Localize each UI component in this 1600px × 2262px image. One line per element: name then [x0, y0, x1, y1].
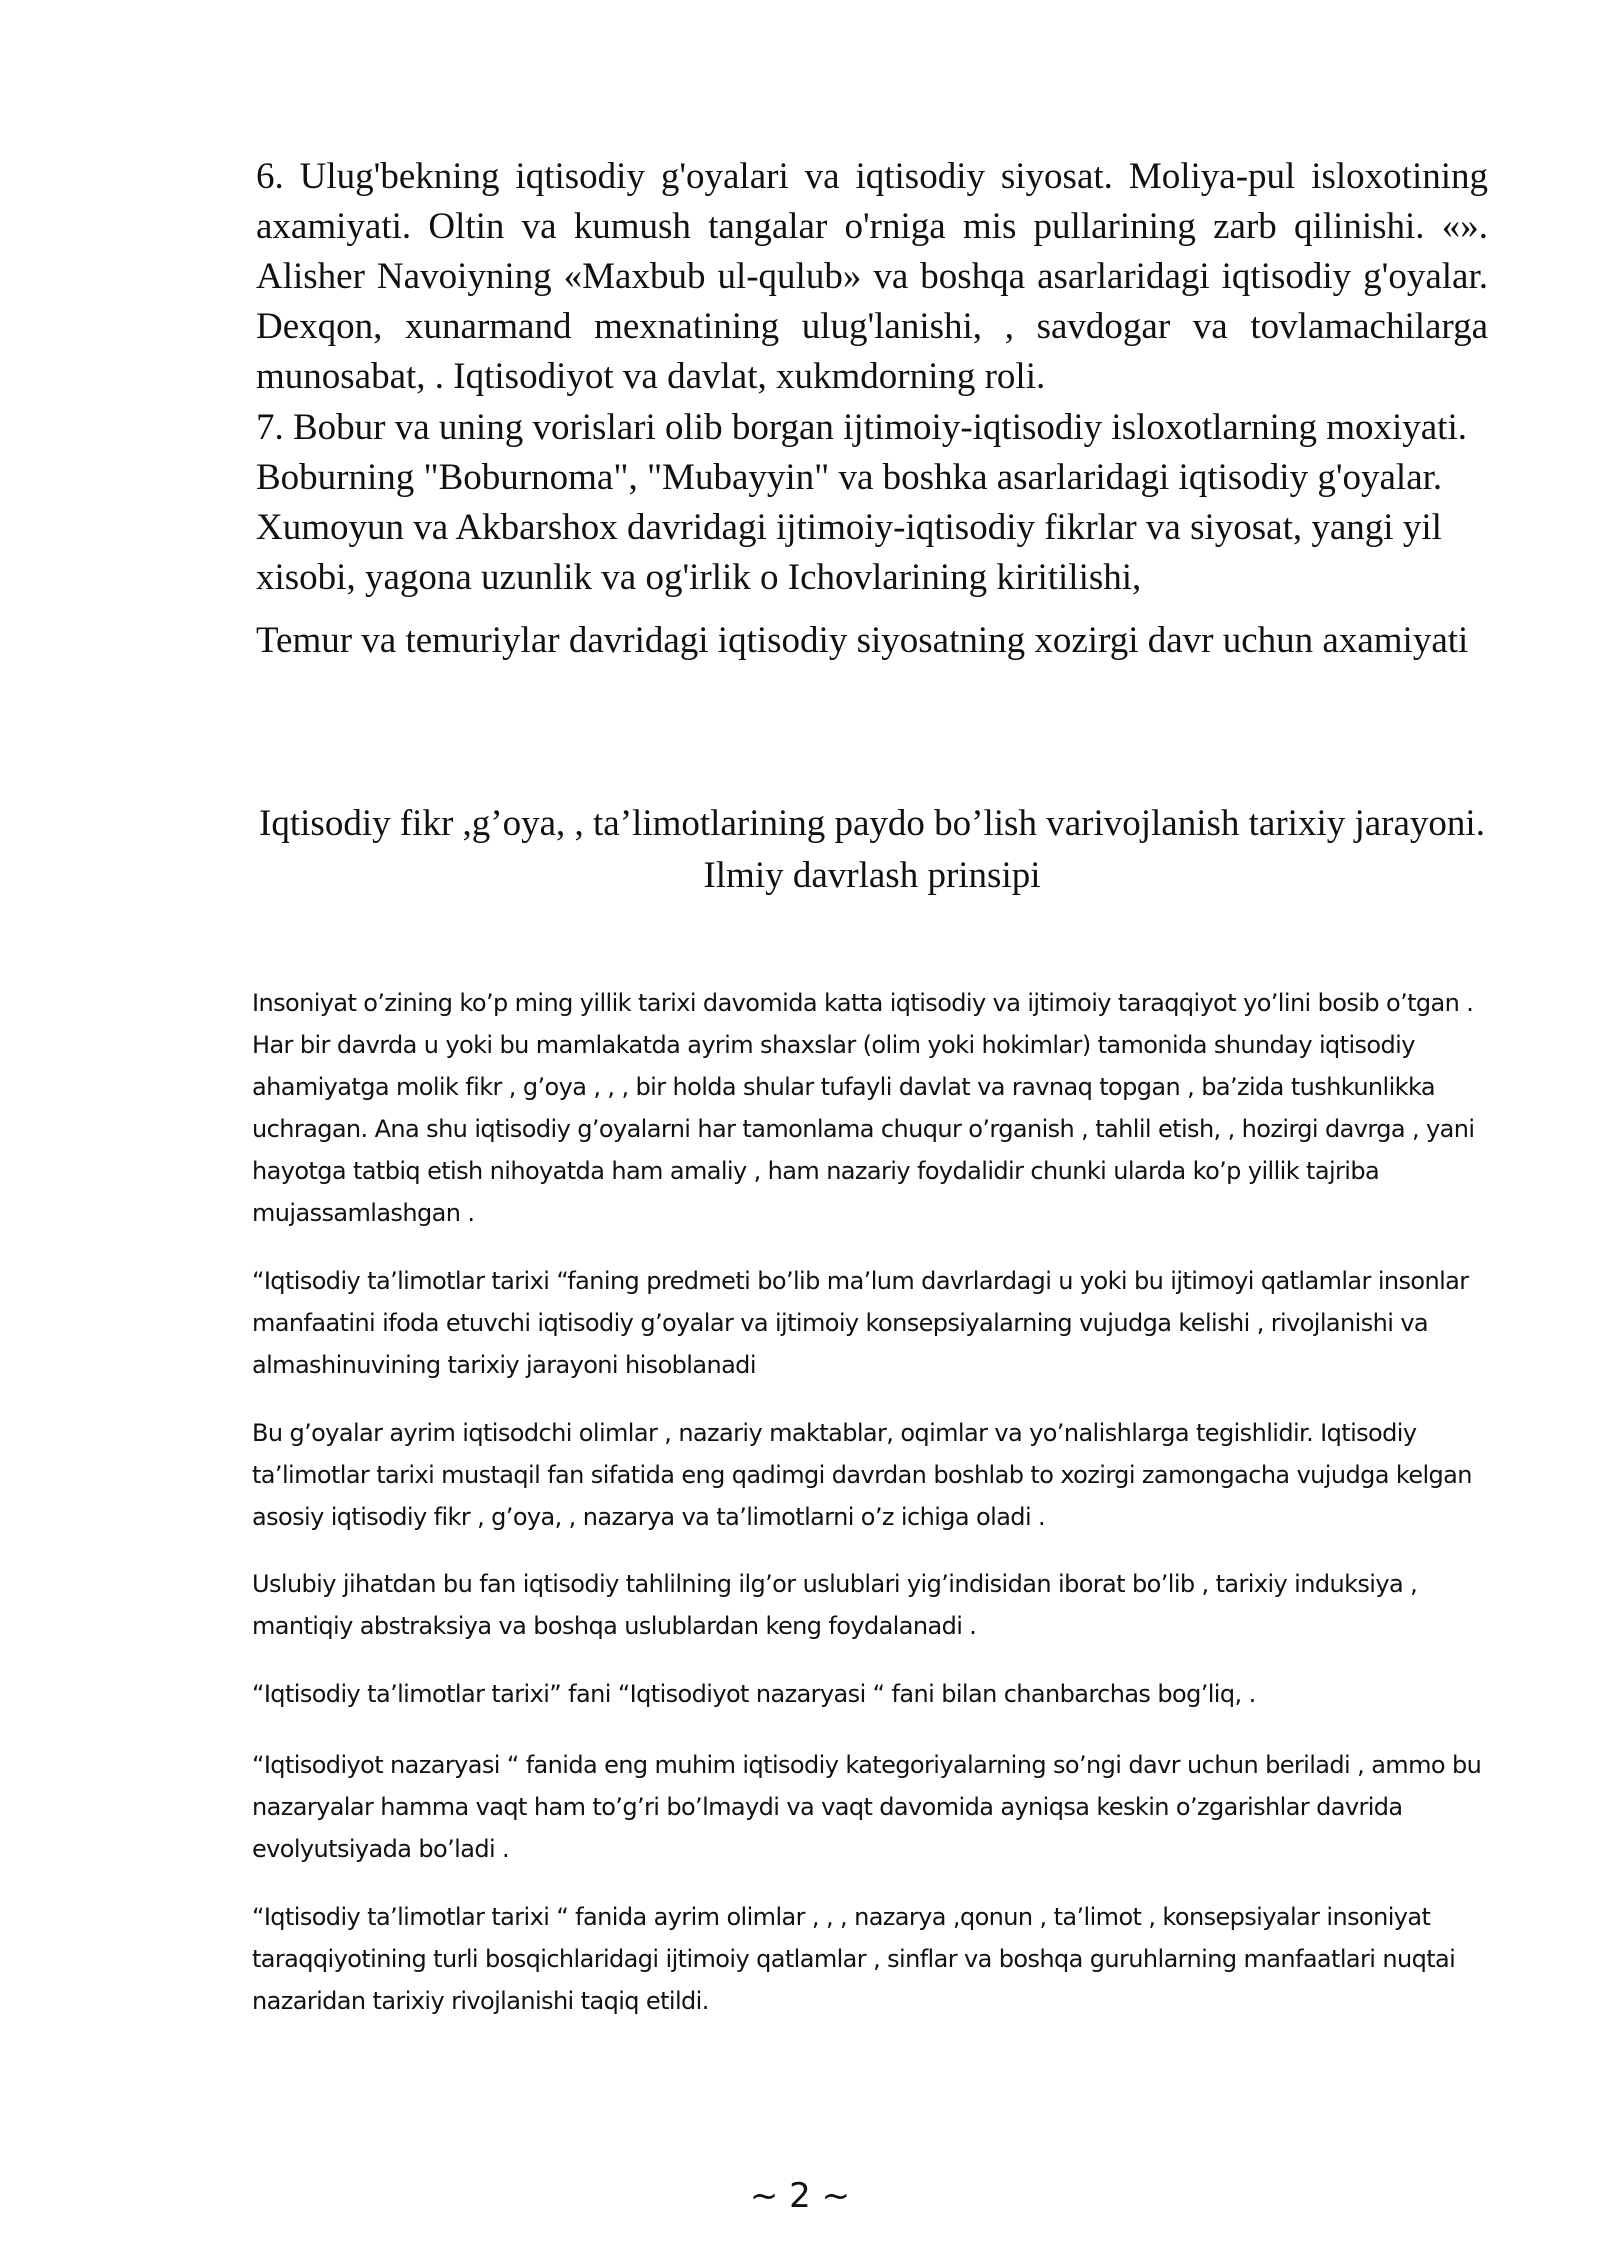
- paragraph-text: “Iqtisodiy ta’limotlar tarixi” fani “Iqtisodiyot nazaryasi “ fani bilan chanbarchas bog’liq, .: [252, 1680, 1256, 1708]
- paragraph: [252, 1744, 1496, 1870]
- section-7-block: [256, 403, 1488, 603]
- paragraph: [252, 1412, 1496, 1538]
- paragraph: [252, 1260, 1496, 1386]
- paragraph: [252, 1563, 1496, 1647]
- paragraph-text: Bu g’oyalar ayrim iqtisodchi olimlar , nazariy maktablar, oqimlar va yo’nalishlarga tegishlidir. Iqtisodiy ta’limotlar tarixi mustaqil fan sifatida eng qadimgi davrdan boshlab to xozirgi zamongacha vujudga kelgan asosiy iqtisodiy fikr , g’oya, , nazarya va ta’limotlarni o’z ichiga oladi .: [252, 1419, 1472, 1531]
- paragraph-text: “Iqtisodiy ta’limotlar tarixi “faning predmeti bo’lib ma’lum davrlardagi u yoki bu ijtimoyi qatlamlar insonlar manfaatini ifoda etuvchi iqtisodiy g’oyalar va ijtimoiy konsepsiyalarning vujudga kelishi , rivojlanishi va almashinuvining tarixiy jarayoni hisoblanadi: [252, 1267, 1469, 1379]
- paragraph-text: Insoniyat o’zining ko’p ming yillik tarixi davomida katta iqtisodiy va ijtimoiy taraqqiyot yo’lini bosib o’tgan . Har bir davrda u yoki bu mamlakatda ayrim shaxslar (olim yoki hokimlar) tamonida shunday iqtisodiy ahamiyatga molik fikr , g’oya , , , bir holda shular tufayli davlat va ravnaq topgan , ba’zida tushkunlikka uchragan. Ana shu iqtisodiy g’oyalarni har tamonlama chuqur o’rganish , tahlil etish, , hozirgi davrga , yani hayotga tatbiq etish nihoyatda ham amaliy , ham nazariy foydalidir chunki ularda ko’p yillik tajriba mujassamlashgan .: [252, 989, 1475, 1227]
- section-6-block: [256, 152, 1488, 402]
- section-temur-text: Temur va temuriylar davridagi iqtisodiy siyosatning xozirgi davr uchun axamiyati: [256, 620, 1469, 661]
- paragraph-text: “Iqtisodiy ta’limotlar tarixi “ fanida ayrim olimlar , , , nazarya ,qonun , ta’limot , konsepsiyalar insoniyat taraqqiyotining turli bosqichlaridagi ijtimoiy qatlamlar , sinflar va boshqa guruhlarning manfaatlari nuqtai nazaridan tarixiy rivojlanishi taqiq etildi.: [252, 1903, 1456, 2015]
- paragraph: [252, 1896, 1496, 2022]
- section-7-text: 7. Bobur va uning vorislari olib borgan ijtimoiy-iqtisodiy isloxotlarning moxiyati. Boburning "Boburnoma", "Mubayyin" va boshka asarlaridagi iqtisodiy g'oyalar. Xumoyun va Akbarshox davridagi ijtimoiy-iqtisodiy fikrlar va siyosat, yangi yil xisobi, yagona uzunlik va og'irlik o Ichovlarining kiritilishi,: [256, 407, 1467, 598]
- paragraph-text: “Iqtisodiyot nazaryasi “ fanida eng muhim iqtisodiy kategoriyalarning so’ngi davr uchun beriladi , ammo bu nazaryalar hamma vaqt ham to’g’ri bo’lmaydi va vaqt davomida ayniqsa keskin o’zgarishlar davrida evolyutsiyada bo’ladi .: [252, 1751, 1482, 1863]
- paragraph: [252, 1673, 1496, 1715]
- section-6-text: 6. Ulug'bekning iqtisodiy g'oyalari va iqtisodiy siyosat. Moliya-pul isloxotining axamiyati. Oltin va kumush tangalar o'rniga mis pullarining zarb qilinishi. «». Alisher Navoiyning «Maxbub ul-qulub» va boshqa asarlaridagi iqtisodiy g'oyalar. Dexqon, xunarmand mexnatining ulug'lanishi, , savdogar va tovlamachilarga munosabat, . Iqtisodiyot va davlat, xukmdorning roli.: [256, 156, 1488, 397]
- page-number: ~ 2 ~: [749, 2176, 851, 2216]
- section-heading: Iqtisodiy fikr ,g’oya, , ta’limotlarining paydo bo’lish varivojlanish tarixiy jarayoni. Ilmiy davrlash prinsipi: [259, 803, 1485, 896]
- section-temur-block: [256, 616, 1488, 666]
- paragraph-text: Uslubiy jihatdan bu fan iqtisodiy tahlilning ilg’or uslublari yig’indisidan iborat bo’lib , tarixiy induksiya , mantiqiy abstraksiya va boshqa uslublardan keng foydalanadi .: [252, 1570, 1418, 1640]
- paragraph: [252, 982, 1496, 1234]
